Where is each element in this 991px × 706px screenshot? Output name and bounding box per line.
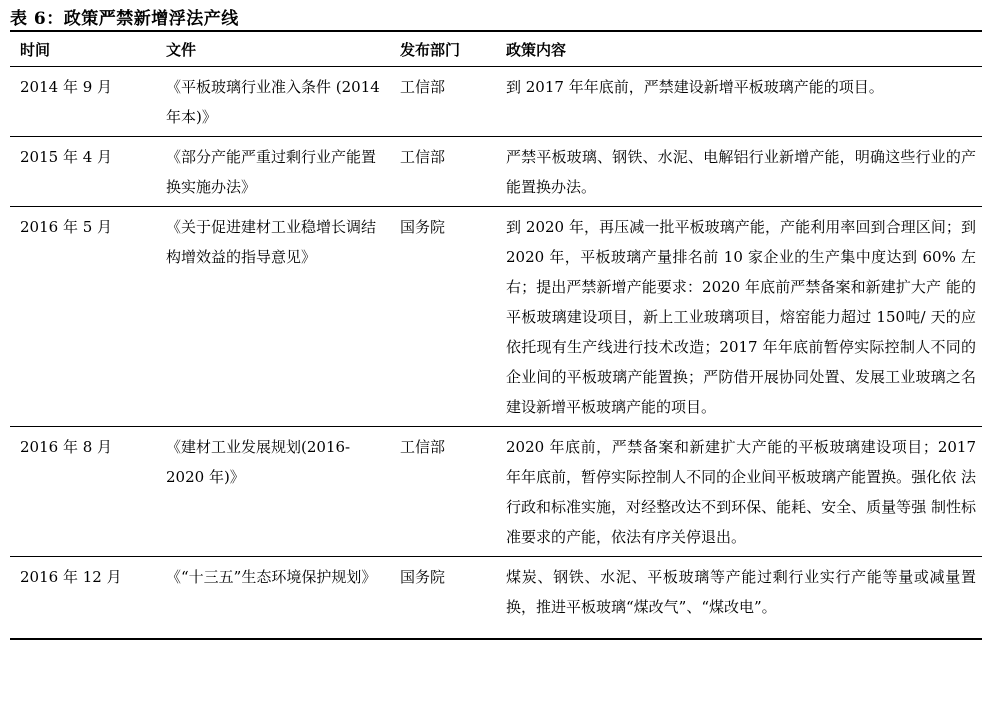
cell-document: 《“十三五”生态环境保护规划》 [156,557,390,640]
table-row [10,427,982,557]
table-row [10,67,982,137]
cell-content: 2020 年底前，严禁备案和新建扩大产能的平板玻璃建设项目；2017 年年底前，暂停实际控制人不同的企业间平板玻璃产能置换。强化依 法行政和标准实施，对经整改达不到环保、能耗、安全、质量等强 制性标准要求的产能，依法有序关停退出。 [496,427,982,557]
cell-content: 到 2017 年年底前，严禁建设新增平板玻璃产能的项目。 [496,67,982,137]
cell-document: 《建材工业发展规划(2016-2020 年)》 [156,427,390,557]
cell-department: 国务院 [390,557,496,640]
cell-time: 2015 年 4 月 [10,137,156,207]
cell-time: 2016 年 5 月 [10,207,156,427]
header-department: 发布部门 [390,31,496,67]
table-row [10,557,982,640]
cell-department: 工信部 [390,137,496,207]
cell-document: 《部分产能严重过剩行业产能置换实施办法》 [156,137,390,207]
cell-department: 国务院 [390,207,496,427]
header-time: 时间 [10,31,156,67]
policy-table [10,30,982,640]
table-title: 表 6：政策严禁新增浮法产线 [10,9,239,29]
cell-content: 煤炭、钢铁、水泥、平板玻璃等产能过剩行业实行产能等量或减量置换，推进平板玻璃“煤改气”、“煤改电”。 [496,557,982,640]
table-row [10,137,982,207]
cell-department: 工信部 [390,67,496,137]
cell-document: 《关于促进建材工业稳增长调结构增效益的指导意见》 [156,207,390,427]
table-row [10,207,982,427]
cell-time: 2016 年 12 月 [10,557,156,640]
cell-department: 工信部 [390,427,496,557]
cell-content: 到 2020 年，再压减一批平板玻璃产能，产能利用率回到合理区间；到 2020 年，平板玻璃产量排名前 10 家企业的生产集中度达到 60% 左右；提出严禁新增产能要求：2020 年底前严禁备案和新建扩大产 能的平板玻璃建设项目，新上工业玻璃项目，熔窑能力超过 150吨/ 天的应依托现有生产线进行技术改造；2017 年年底前暂停实际控制人不同的企业间的平板玻璃产能置换；严防借开展协同处置、发展工业玻璃之名建设新增平板玻璃产能的项目。 [496,207,982,427]
table-header-row [10,31,982,67]
cell-time: 2014 年 9 月 [10,67,156,137]
cell-document: 《平板玻璃行业准入条件 (2014 年本)》 [156,67,390,137]
cell-content: 严禁平板玻璃、钢铁、水泥、电解铝行业新增产能，明确这些行业的产能置换办法。 [496,137,982,207]
cell-time: 2016 年 8 月 [10,427,156,557]
header-content: 政策内容 [496,31,982,67]
header-document: 文件 [156,31,390,67]
